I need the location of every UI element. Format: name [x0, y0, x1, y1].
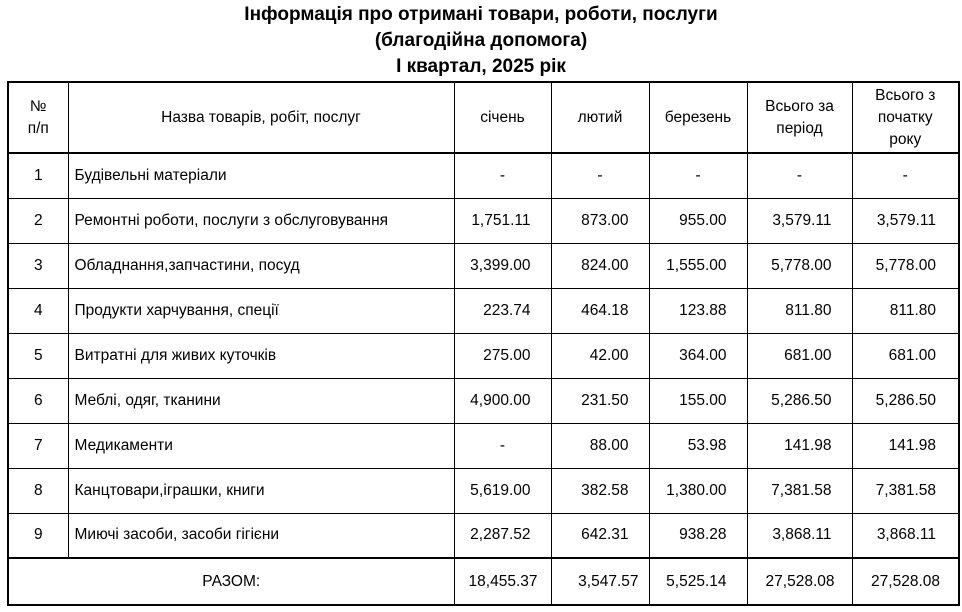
table-row [8, 198, 959, 243]
cell-ytd: 5,778.00 [852, 243, 959, 288]
cell-mar: 364.00 [649, 333, 747, 378]
cell-name: Продукти харчування, спеції [68, 288, 454, 333]
cell-period: 5,778.00 [747, 243, 852, 288]
cell-period: 681.00 [747, 333, 852, 378]
cell-ytd: 7,381.58 [852, 468, 959, 513]
cell-feb: 231.50 [551, 378, 649, 423]
header-name: Назва товарів, робіт, послуг [68, 82, 454, 153]
cell-num: 7 [8, 423, 68, 468]
table-row [8, 423, 959, 468]
total-period: 27,528.08 [747, 558, 852, 605]
report-title [0, 2, 962, 80]
cell-jan: - [454, 153, 551, 198]
cell-ytd: 681.00 [852, 333, 959, 378]
cell-period: 3,868.11 [747, 513, 852, 558]
cell-jan: 223.74 [454, 288, 551, 333]
cell-period: 811.80 [747, 288, 852, 333]
cell-name: Обладнання,запчастини, посуд [68, 243, 454, 288]
cell-num: 6 [8, 378, 68, 423]
cell-period: 5,286.50 [747, 378, 852, 423]
cell-name: Витратні для живих куточків [68, 333, 454, 378]
total-row [8, 558, 959, 605]
total-ytd: 27,528.08 [852, 558, 959, 605]
cell-ytd: - [852, 153, 959, 198]
total-mar: 5,525.14 [649, 558, 747, 605]
cell-feb: 88.00 [551, 423, 649, 468]
cell-name: Медикаменти [68, 423, 454, 468]
header-jan: січень [454, 82, 551, 153]
cell-jan: 4,900.00 [454, 378, 551, 423]
cell-ytd: 3,579.11 [852, 198, 959, 243]
cell-num: 5 [8, 333, 68, 378]
cell-name: Будівельні матеріали [68, 153, 454, 198]
cell-ytd: 811.80 [852, 288, 959, 333]
header-period: Всього за період [747, 82, 852, 153]
table-row [8, 288, 959, 333]
table-row [8, 153, 959, 198]
table-row [8, 378, 959, 423]
cell-num: 9 [8, 513, 68, 558]
total-jan: 18,455.37 [454, 558, 551, 605]
table-row [8, 243, 959, 288]
table-row [8, 468, 959, 513]
cell-name: Меблі, одяг, тканини [68, 378, 454, 423]
cell-ytd: 5,286.50 [852, 378, 959, 423]
cell-mar: 155.00 [649, 378, 747, 423]
cell-jan: - [454, 423, 551, 468]
cell-jan: 1,751.11 [454, 198, 551, 243]
cell-mar: - [649, 153, 747, 198]
cell-jan: 3,399.00 [454, 243, 551, 288]
cell-num: 4 [8, 288, 68, 333]
cell-feb: 824.00 [551, 243, 649, 288]
cell-name: Миючі засоби, засоби гігієни [68, 513, 454, 558]
cell-period: 141.98 [747, 423, 852, 468]
cell-feb: 873.00 [551, 198, 649, 243]
cell-mar: 53.98 [649, 423, 747, 468]
header-row [8, 82, 959, 153]
report-table [7, 81, 960, 606]
cell-feb: 642.31 [551, 513, 649, 558]
cell-mar: 955.00 [649, 198, 747, 243]
cell-feb: - [551, 153, 649, 198]
cell-jan: 275.00 [454, 333, 551, 378]
header-feb: лютий [551, 82, 649, 153]
cell-jan: 2,287.52 [454, 513, 551, 558]
table-row [8, 333, 959, 378]
cell-jan: 5,619.00 [454, 468, 551, 513]
cell-mar: 938.28 [649, 513, 747, 558]
cell-num: 1 [8, 153, 68, 198]
header-mar: березень [649, 82, 747, 153]
title-line-1: Інформація про отримані товари, роботи, послуги [244, 4, 718, 25]
cell-period: 7,381.58 [747, 468, 852, 513]
cell-ytd: 3,868.11 [852, 513, 959, 558]
cell-feb: 382.58 [551, 468, 649, 513]
header-num: № п/п [8, 82, 68, 153]
cell-name: Канцтовари,іграшки, книги [68, 468, 454, 513]
cell-ytd: 141.98 [852, 423, 959, 468]
total-feb: 3,547.57 [551, 558, 649, 605]
cell-num: 2 [8, 198, 68, 243]
cell-num: 8 [8, 468, 68, 513]
table-row [8, 513, 959, 558]
cell-name: Ремонтні роботи, послуги з обслуговування [68, 198, 454, 243]
title-line-2: (благодійна допомога) [374, 30, 588, 51]
cell-mar: 1,380.00 [649, 468, 747, 513]
header-ytd: Всього з початку року [852, 82, 959, 153]
cell-num: 3 [8, 243, 68, 288]
cell-feb: 464.18 [551, 288, 649, 333]
cell-period: - [747, 153, 852, 198]
total-label: РАЗОМ: [8, 558, 454, 605]
title-line-3: І квартал, 2025 рік [396, 56, 566, 77]
cell-mar: 123.88 [649, 288, 747, 333]
cell-feb: 42.00 [551, 333, 649, 378]
cell-mar: 1,555.00 [649, 243, 747, 288]
cell-period: 3,579.11 [747, 198, 852, 243]
